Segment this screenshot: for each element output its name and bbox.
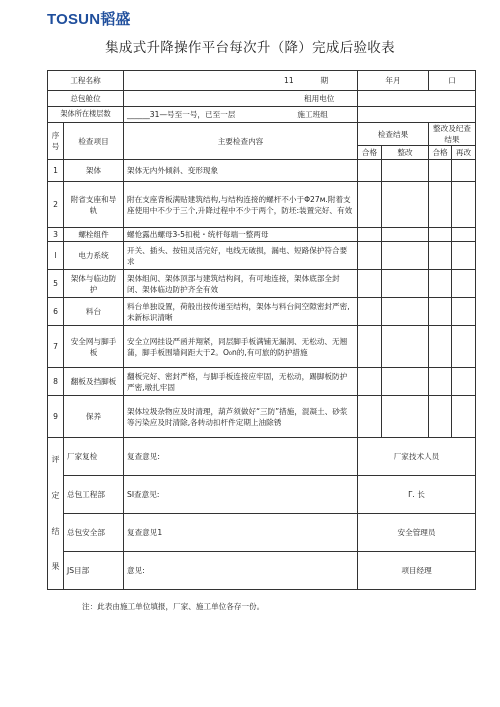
col-recheck: 整改及纪查结果: [429, 123, 476, 146]
team-label: 施工班组: [297, 110, 328, 119]
table-row: [48, 396, 476, 438]
eval-sign: 厂家技术人员: [358, 438, 476, 476]
pass2-cell[interactable]: [429, 396, 452, 438]
eval-sign: 项目经理: [358, 552, 476, 590]
page-title: 集成式升降操作平台每次升（降）完成后验收表: [105, 40, 395, 56]
unit-label: 总包舱位: [48, 91, 124, 107]
row-no: 6: [48, 298, 64, 326]
eval-row: [48, 476, 476, 514]
table-row: [48, 368, 476, 396]
fix-cell[interactable]: [382, 182, 429, 228]
rent-unit-value[interactable]: [358, 91, 476, 107]
fix-cell[interactable]: [382, 368, 429, 396]
row-item: 安全网与脚手板: [64, 326, 124, 368]
pass-cell[interactable]: [358, 228, 382, 242]
table-row: [48, 228, 476, 242]
eval-char: 果: [51, 562, 60, 572]
pass2-cell[interactable]: [429, 326, 452, 368]
col-result: 检查结果: [358, 123, 429, 146]
header-row-floor: [48, 107, 476, 123]
pass-cell[interactable]: [358, 396, 382, 438]
pass-cell[interactable]: [358, 182, 382, 228]
table-row: [48, 182, 476, 228]
fix-cell[interactable]: [382, 326, 429, 368]
pass2-cell[interactable]: [429, 160, 452, 182]
row-no: 2: [48, 182, 64, 228]
row-no: l: [48, 242, 64, 270]
eval-row: [48, 438, 476, 476]
pass-cell[interactable]: [358, 160, 382, 182]
eval-opinion[interactable]: 意见:: [124, 552, 358, 590]
table-row: [48, 270, 476, 298]
fix2-cell[interactable]: [452, 160, 476, 182]
eval-char: 评: [51, 455, 60, 465]
fix2-cell[interactable]: [452, 182, 476, 228]
fix2-cell[interactable]: [452, 298, 476, 326]
row-content: 开关、插头、按钮灵活完好，电线无破损，漏电、短路保护符合要求: [124, 242, 358, 270]
row-item: 翻板及挡脚板: [64, 368, 124, 396]
eval-char: 结: [51, 526, 60, 536]
row-no: 5: [48, 270, 64, 298]
project-label: 工程名称: [48, 71, 124, 91]
fix-cell[interactable]: [382, 270, 429, 298]
fix2-cell[interactable]: [452, 242, 476, 270]
col-pass: 合格: [358, 146, 382, 160]
eval-sign: Γ. 长: [358, 476, 476, 514]
fix2-cell[interactable]: [452, 396, 476, 438]
fix2-cell[interactable]: [452, 270, 476, 298]
team-value[interactable]: [358, 107, 476, 123]
row-no: 3: [48, 228, 64, 242]
eval-side-label: [48, 438, 64, 590]
pass2-cell[interactable]: [429, 228, 452, 242]
col-item: 检查项目: [64, 123, 124, 160]
table-row: [48, 160, 476, 182]
row-content: 螺怆露出螺母3-5扣税・统杆每端一整两母: [124, 228, 358, 242]
pass-cell[interactable]: [358, 368, 382, 396]
pass-cell[interactable]: [358, 242, 382, 270]
row-content: 附在支座背板满贴建筑结构,与结构连接的螺杆不小于Φ27м.附着支座使用中不少于三个,升降过程中不少于两个，防坯:装置完好、有效: [124, 182, 358, 228]
col-fix: 整改: [382, 146, 429, 160]
floor-value-text: ______31—号至一号，已至一层: [127, 110, 236, 119]
pass2-cell[interactable]: [429, 270, 452, 298]
pass-cell[interactable]: [358, 270, 382, 298]
date-cell[interactable]: 年月: [358, 71, 429, 91]
period-label: 期: [320, 76, 329, 85]
period-number: 11: [284, 76, 294, 85]
header-row-unit: [48, 91, 476, 107]
row-content: 料台单独设置，荷般出按传递至结构，架体与料台间空隙密封严密,未新标识清晰: [124, 298, 358, 326]
row-no: 9: [48, 396, 64, 438]
eval-role: JS目部: [64, 552, 124, 590]
col-pass2: 合格: [429, 146, 452, 160]
eval-role: 总包安全部: [64, 514, 124, 552]
eval-opinion[interactable]: 复查意见:: [124, 438, 358, 476]
eval-role: 总包工程部: [64, 476, 124, 514]
table-row: [48, 242, 476, 270]
brand-logo: TOSUN韬盛: [47, 11, 131, 28]
row-no: 1: [48, 160, 64, 182]
eval-row: [48, 514, 476, 552]
pass2-cell[interactable]: [429, 368, 452, 396]
col-content: 主要检查内容: [124, 123, 358, 160]
fix-cell[interactable]: [382, 160, 429, 182]
project-value[interactable]: [124, 71, 358, 91]
row-no: 7: [48, 326, 64, 368]
table-row: [48, 326, 476, 368]
row-item: 架体: [64, 160, 124, 182]
col-fix2: 再改: [452, 146, 476, 160]
fix-cell[interactable]: [382, 298, 429, 326]
row-item: 架体与临边防护: [64, 270, 124, 298]
pass2-cell[interactable]: [429, 182, 452, 228]
eval-char: 定: [51, 490, 60, 500]
fix-cell[interactable]: [382, 396, 429, 438]
column-header-row: [48, 123, 476, 146]
row-item: 螺栓组件: [64, 228, 124, 242]
eval-role: 厂家复检: [64, 438, 124, 476]
eval-row: [48, 552, 476, 590]
date-box: 口: [429, 71, 476, 91]
footnote: 注：此表由施工单位填报，厂家、施工单位各存一份。: [82, 602, 265, 611]
row-item: 电力系统: [64, 242, 124, 270]
row-no: 8: [48, 368, 64, 396]
acceptance-table: [47, 70, 476, 590]
pass-cell[interactable]: [358, 326, 382, 368]
row-content: 翻板完好、密封严格，与脚手板连接应牢固，无松动，踢脚板防护严密,墩扎牢固: [124, 368, 358, 396]
fix2-cell[interactable]: [452, 368, 476, 396]
pass2-cell[interactable]: [429, 298, 452, 326]
col-seq: 序号: [48, 123, 64, 160]
row-item: 保养: [64, 396, 124, 438]
rent-unit-label: 租用电位: [124, 91, 358, 107]
table-row: [48, 298, 476, 326]
pass2-cell[interactable]: [429, 242, 452, 270]
pass-cell[interactable]: [358, 298, 382, 326]
row-content: 架体无内外倾斜、变形现象: [124, 160, 358, 182]
row-item: 附省支座和导轨: [64, 182, 124, 228]
fix-cell[interactable]: [382, 242, 429, 270]
fix2-cell[interactable]: [452, 228, 476, 242]
eval-sign: 安全管理员: [358, 514, 476, 552]
row-content: 架体垃圾杂物应及时清理，葫芦须做好“三防”措施，混凝土、砂浆等污染应及时清除,各转动扣杆件定期上油除锈: [124, 396, 358, 438]
row-content: 架体组间、架体顶部与建筑结构间，有可地连接，架体底部全封闭、架体临边防护齐全有效: [124, 270, 358, 298]
eval-opinion[interactable]: SI查意见:: [124, 476, 358, 514]
row-content: 安全立网挂设严函并翔紧，同层脚手板满铺无漏洞、无松动、无翘蒲，脚手板围墙间距大于2。O₀n的,有可旅的防护措施: [124, 326, 358, 368]
row-item: 料台: [64, 298, 124, 326]
eval-opinion[interactable]: 复查意见1: [124, 514, 358, 552]
floor-value[interactable]: [124, 107, 358, 123]
fix2-cell[interactable]: [452, 326, 476, 368]
floor-label: 架体所在楼层数: [48, 107, 124, 123]
fix-cell[interactable]: [382, 228, 429, 242]
header-row-project: [48, 71, 476, 91]
